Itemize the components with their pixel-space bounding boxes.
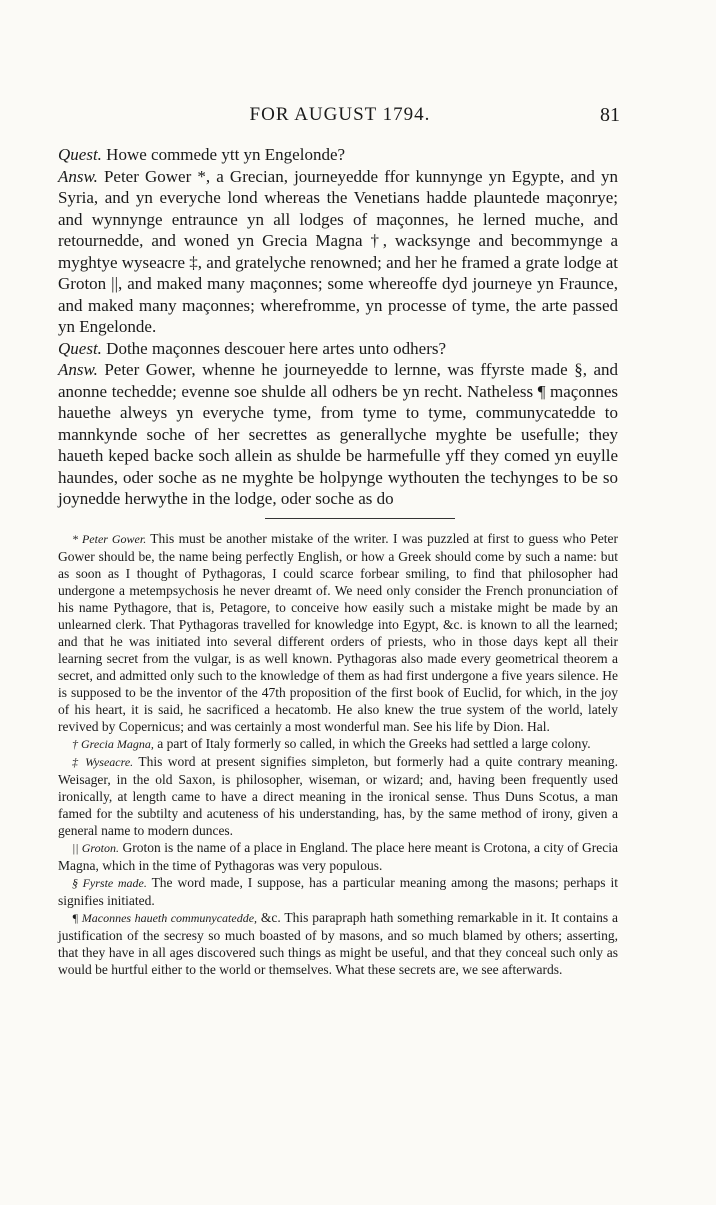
running-head: FOR AUGUST 1794. bbox=[249, 104, 431, 125]
footnote-label: ‡ Wyseacre. bbox=[72, 755, 134, 769]
speaker-label: Answ. bbox=[58, 360, 98, 379]
footnote bbox=[58, 753, 618, 839]
footnote-text: This word at present signifies simpleton, but formerly had a quite contrary meaning. Weisager, in the old Saxon, is philosopher, wiseman, or wizard; and, having been frequently used ironically, at length came to have a direct meaning in the ironical sense. Thus Duns Scotus, a man famed for the subtilty and acuteness of his understanding, has, by the same method of irony, given a general name to modern dunces. bbox=[58, 754, 618, 838]
speaker-label: Answ. bbox=[58, 166, 98, 186]
speaker-label: Quest. bbox=[58, 338, 102, 358]
paragraph-text: Peter Gower *, a Grecian, journeyedde ffor kunnynge yn Egypte, and yn Syria, and yn everyche lond whereas the Venetians hadde plauntede maçonrye; and wynnynge entraunce yn all lodges of maçonnes, he lerned muche, and retournedde, and woned yn Grecia Magna †, wacksynge and becommynge a myghtye wyseacre ‡, and gratelyche renowned; and her he framed a grate lodge at Groton ||, and maked many maçonnes; some whereoffe dyd journeye yn Fraunce, and maked many maçonnes; wherefromme, yn processe of tyme, the arte passed yn Engelonde. bbox=[58, 166, 618, 336]
page-number: 81 bbox=[600, 104, 620, 126]
footnote-text: a part of Italy formerly so called, in which the Greeks had settled a large colony. bbox=[153, 736, 591, 751]
footnotes bbox=[58, 530, 618, 978]
footnote bbox=[58, 530, 618, 735]
footnote bbox=[58, 909, 618, 978]
paragraph-text: Peter Gower, whenne he journeyedde to lernne, was ffyrste made §, and anonne techedde; evenne soe shulde all odhers be yn recht. Natheless ¶ maçonnes hauethe alweys yn everyche tyme, from tyme to tyme, communycatedde to mannkynde soche of her secrettes as generallyche myghte be usefulle; they haueth keped backe soch allein as shulde be harmefulle yff they comed yn euylle haundes, oder soche as ne myghte be holpynge wythouten the techynges to be so joynedde herwythe in the lodge, oder soche as do bbox=[58, 360, 618, 508]
paragraph bbox=[58, 166, 618, 338]
paragraph-text: Howe commede ytt yn Engelonde? bbox=[101, 145, 346, 164]
footnote bbox=[58, 735, 618, 753]
footnote-label: * Peter Gower. bbox=[72, 532, 147, 546]
footnote-text: The word made, I suppose, has a particular meaning among the masons; perhaps it signifies initiated. bbox=[58, 875, 618, 908]
speaker-label: Quest. bbox=[58, 145, 102, 164]
footnote-text: &c. This parapraph hath something remarkable in it. It contains a justification of the secresy so much boasted of by masons, and so much blamed by others; asserting, that they have in all ages discovered such things as might be useful, and that they conceal such only as would be hurtful either to the world or themselves. What these secrets are, we see afterwards. bbox=[58, 910, 618, 977]
paragraph bbox=[58, 144, 618, 166]
footnote bbox=[58, 839, 618, 874]
paragraph bbox=[58, 359, 618, 510]
footnote-text: Groton is the name of a place in England. The place here meant is Crotona, a city of Grecia Magna, which in the time of Pythagoras was very populous. bbox=[58, 840, 618, 873]
footnote bbox=[58, 874, 618, 909]
footnote-label: † Grecia Magna, bbox=[72, 737, 154, 751]
main-text bbox=[58, 144, 618, 510]
paragraph-text: Dothe maçonnes descouer here artes unto odhers? bbox=[101, 338, 447, 358]
footnote-label: ¶ Maconnes haueth communycatedde, bbox=[72, 911, 258, 925]
footnote-label: § Fyrste made. bbox=[72, 876, 147, 890]
footnote-label: || Groton. bbox=[72, 841, 119, 855]
page-header bbox=[60, 104, 620, 134]
footnote-text: This must be another mistake of the writer. I was puzzled at first to guess who Peter Gower should be, the name being perfectly English, or how a Greek should come by such a name: but as soon as I thought of Pythagoras, I could scarce forbear smiling, to find that philosopher had undergone a metempsychosis he never dreamt of. We need only consider the French pronunciation of his name Pythagore, that is, Petagore, to conceive how easily such a mistake might be made by an unlearned clerk. That Pythagoras travelled for knowledge into Egypt, &c. is known to all the learned; and that he was initiated into several different orders of priests, who in those days kept all their learning secret from the vulgar, is as well known. Pythagoras also made every geometrical theorem a secret, and admitted only such to the knowledge of them as had first undergone a five years silence. He is supposed to be the inventor of the 47th proposition of the first book of Euclid, for which, in the joy of his heart, it is said, he sacrificed a hecatomb. He also knew the true system of the world, lately revived by Copernicus; and was certainly a most wonderful man. See his life by Dion. Hal. bbox=[58, 531, 618, 734]
footnote-divider bbox=[265, 518, 455, 519]
paragraph bbox=[58, 338, 618, 360]
